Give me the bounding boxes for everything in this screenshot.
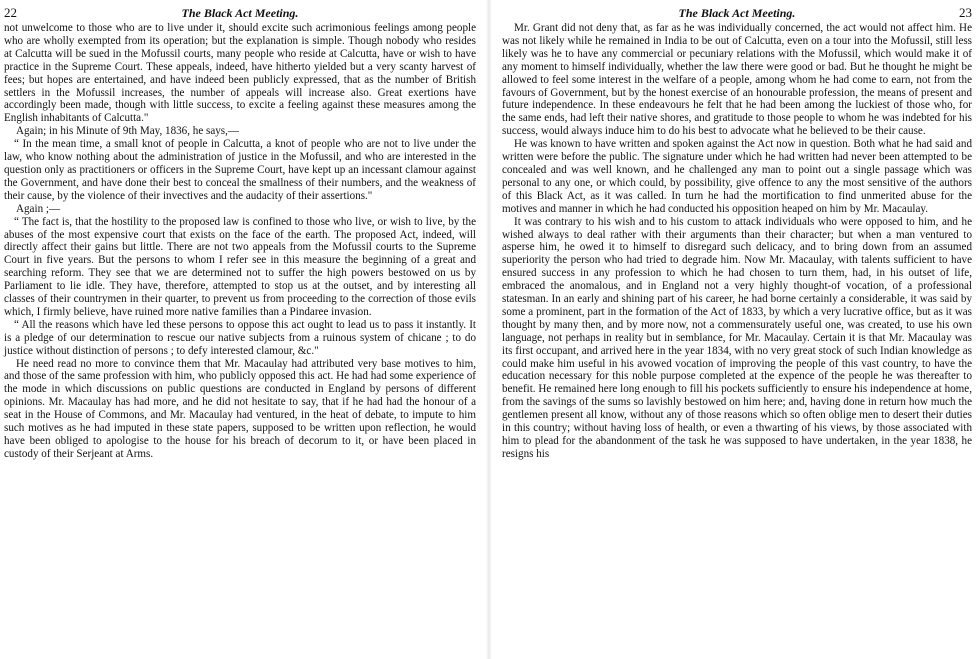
paragraph: He was known to have written and spoken against the Act now in question. Both what he had said and written were before the public. The signature under which he had written had never been attempted to be concealed and was well known, and he challenged any man to point out a single passage which was personal to any one, or which could, by possibility, give offence to any the most sensitive of the authors of this Black Act, as it was called. In turn he had the mortification to find unmerited abuse for the motives and manner in which he had conducted his opposition heaped on him by Mr. Macaulay. — [502, 138, 972, 215]
paragraph: Again; in his Minute of 9th May, 1836, he says,— — [16, 125, 239, 138]
left-running-head — [4, 4, 476, 22]
right-running-head — [502, 4, 972, 22]
right-body-text — [502, 22, 972, 461]
left-page — [0, 0, 482, 659]
quotation: “ In the mean time, a small knot of people in Calcutta, a knot of people who are not to live under the law, who know nothing about the administration of justice in the Mofussil, and who are interested in the question only as practitioners or officers in the Supreme Court, have kept up an incessant clamour against the Government, and have done their best to conceal the smallness of their numbers, and the weakness of their cause, by the violence of their invectives and the audacity of their assertions." — [4, 138, 476, 202]
paragraph: not unwelcome to those who are to live under it, should excite such acrimonious feelings among people who are wholly exempted from its operation; but the explanation is simple. Though nobody who resides at Calcutta will be sued in the Mofussil courts, many people who reside at Calcutta, have or wish to have practice in the Supreme Court. These appeals, indeed, have hitherto yielded but a very scanty harvest of fees; but hopes are entertained, and have indeed been publicly expressed, that as the number of British settlers in the Mofussil increases, the number of appeals will increase also. Great exertions have accordingly been made, though with little success, to excite a feeling against these measures among the English inhabitants of Calcutta." — [4, 22, 476, 125]
paragraph: Mr. Grant did not deny that, as far as he was individually concerned, the act would not affect him. He was not likely while he remained in India to be out of Calcutta, even on a tour into the Mofussil, still less likely was he to have any commercial or pecuniary relations with the Mofussil, which would make it of any moment to himself individually, whether the law there were good or bad. But he thought he might be allowed to feel some interest in the welfare of a people, among whom he had come to earn, not from the favours of Government, but by the honest exercise of an honourable profession, the means of present and future independence. In these endeavours he felt that he had been among the luckiest of those who, for the same ends, had left their native shores, and gratitude to those people to whom he was indebted for his success, would always induce him to do his best to advocate what he believed to be their cause. — [502, 22, 972, 138]
right-page — [496, 0, 980, 659]
paragraph: It was contrary to his wish and to his custom to attack individuals who were opposed to him, and he wished always to deal rather with their arguments than their character; but when a man ventured to asperse him, he owed it to himself to disregard such delicacy, and to bring down from an assumed superiority the person who had tried to degrade him. Now Mr. Macaulay, with talents sufficient to have ensured success in any profession to which he had chosen to turn them, had, in his outset of life, embraced the anomalous, and in England not a very highly thought-of vocation, of a professional statesman. In an early and shining part of his career, he had borne certainly a considerable, it was said by some a prominent, part in the formation of the Act of 1833, by which a very lucrative office, but as it was thought by many then, and by more now, not a commensurately useful one, was created, to use his own language, not perhaps in reality but in semblance, for Mr. Macaulay. Certain it is that Mr. Macaulay was its first occupant, and arrived here in the year 1834, with no very great stock of such Indian knowledge as could make him useful in his avowed vocation of improving the people of this vast country, to have the education necessary for this noble purpose completed at the expence of the people he was thereafter to benefit. He remained here long enough to fill his pockets sufficiently to ensure his independence at home, from the savings of the sums so lavishly bestowed on him here; and, having done in return how much the gentlemen present all know, without any of those reasons which so often oblige men to desert their duties in this country; without having loss of health, or even a thwarting of his views, by those associated with him to plead for the abandonment of the task he was supposed to have undertaken, in the year 1838, he resigns his — [502, 215, 972, 460]
right-page-number: 23 — [959, 5, 972, 20]
left-body-text — [4, 22, 476, 461]
right-running-title: The Black Act Meeting. — [678, 6, 796, 20]
left-page-number: 22 — [4, 5, 17, 20]
paragraph: He need read no more to convince them that Mr. Macaulay had attributed very base motives to him, and those of the same profession with him, who publicly opposed this act. He had had some experience of the mode in which discussions on public questions are conducted in England by persons of different opinions. Mr. Macaulay has had more, and he did not hesitate to say, that if he had had the honour of a seat in the House of Commons, and Mr. Macaulay had ventured, in the heat of debate, to impute to him such motives as he had imputed in these state papers, supposed to be written upon reflection, he would have been obliged to apologise to the house for his breach of decorum to it, or have been placed in custody of their Serjeant at Arms. — [4, 357, 476, 460]
left-running-title: The Black Act Meeting. — [181, 6, 299, 20]
book-gutter — [486, 0, 492, 659]
quotation: “ The fact is, that the hostility to the proposed law is confined to those who live, or wish to live, by the abuses of the most expensive court that exists on the face of the earth. The proposed Act, indeed, will directly affect their gains but little. There are not two appeals from the Mofussil courts to the Supreme Court in five years. But the persons to whom I refer see in this measure the beginning of a great and searching reform. They see that we are determined not to suffer the high powers bestowed on us by Parliament to lie idle. They have, therefore, attempted to stop us at the outset, and by interesting all classes of their countrymen in their quarter, to prevent us from proceeding to the correction of those evils which, I firmly believe, have ruined more native families than a Pindaree invasion. — [4, 215, 476, 318]
paragraph: Again ;— — [16, 202, 61, 215]
quotation: “ All the reasons which have led these persons to oppose this act ought to lead us to pass it instantly. It is a pledge of our determination to rescue our native subjects from a ruinous system of chicane ; to do justice without distinction of persons ; to defy interested clamour, &c." — [4, 318, 476, 357]
